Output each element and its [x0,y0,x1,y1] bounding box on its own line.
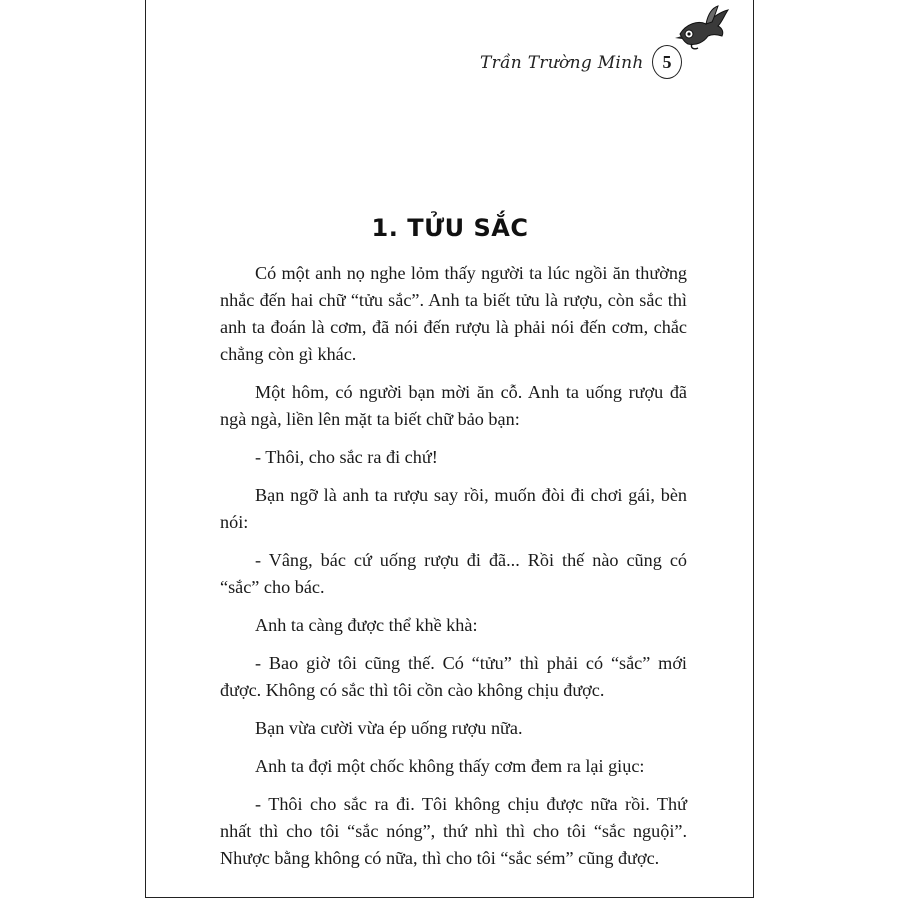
paragraph: - Vâng, bác cứ uống rượu đi đã... Rồi thế nào cũng có “sắc” cho bác. [220,550,687,597]
paragraph: Bạn ngỡ là anh ta rượu say rồi, muốn đòi đi chơi gái, bèn nói: [220,485,687,532]
paragraph: Anh ta càng được thể khề khà: [255,615,478,635]
chapter-title: 1. TỬU SẮC [371,214,529,242]
paragraph: Anh ta đợi một chốc không thấy cơm đem ra lại giục: [255,756,645,776]
running-header-author: Trần Trường Minh [480,53,644,73]
bird-ornament-icon [672,4,732,54]
paragraph: - Thôi cho sắc ra đi. Tôi không chịu được nữa rồi. Thứ nhất thì cho tôi “sắc nóng”, thứ nhì thì cho tôi “sắc nguội”. Nhược bằng không có nữa, thì cho tôi “sắc sém” cũng được. [220,794,687,868]
paragraph: Có một anh nọ nghe lỏm thấy người ta lúc ngồi ăn thường nhắc đến hai chữ “tửu sắc”. Anh ta biết tửu là rượu, còn sắc thì anh ta đoán là cơm, đã nói đến rượu là phải nói đến cơm, chắc chẳng còn gì khác. [220,263,687,364]
story-body [220,260,687,883]
page-number-badge: 5 [652,45,682,79]
paragraph: Bạn vừa cười vừa ép uống rượu nữa. [255,718,523,738]
paragraph: Một hôm, có người bạn mời ăn cỗ. Anh ta uống rượu đã ngà ngà, liền lên mặt ta biết chữ bảo bạn: [220,382,687,429]
paragraph: - Bao giờ tôi cũng thế. Có “tửu” thì phải có “sắc” mới được. Không có sắc thì tôi cồn cào không chịu được. [220,653,687,700]
paragraph: - Thôi, cho sắc ra đi chứ! [255,447,438,467]
